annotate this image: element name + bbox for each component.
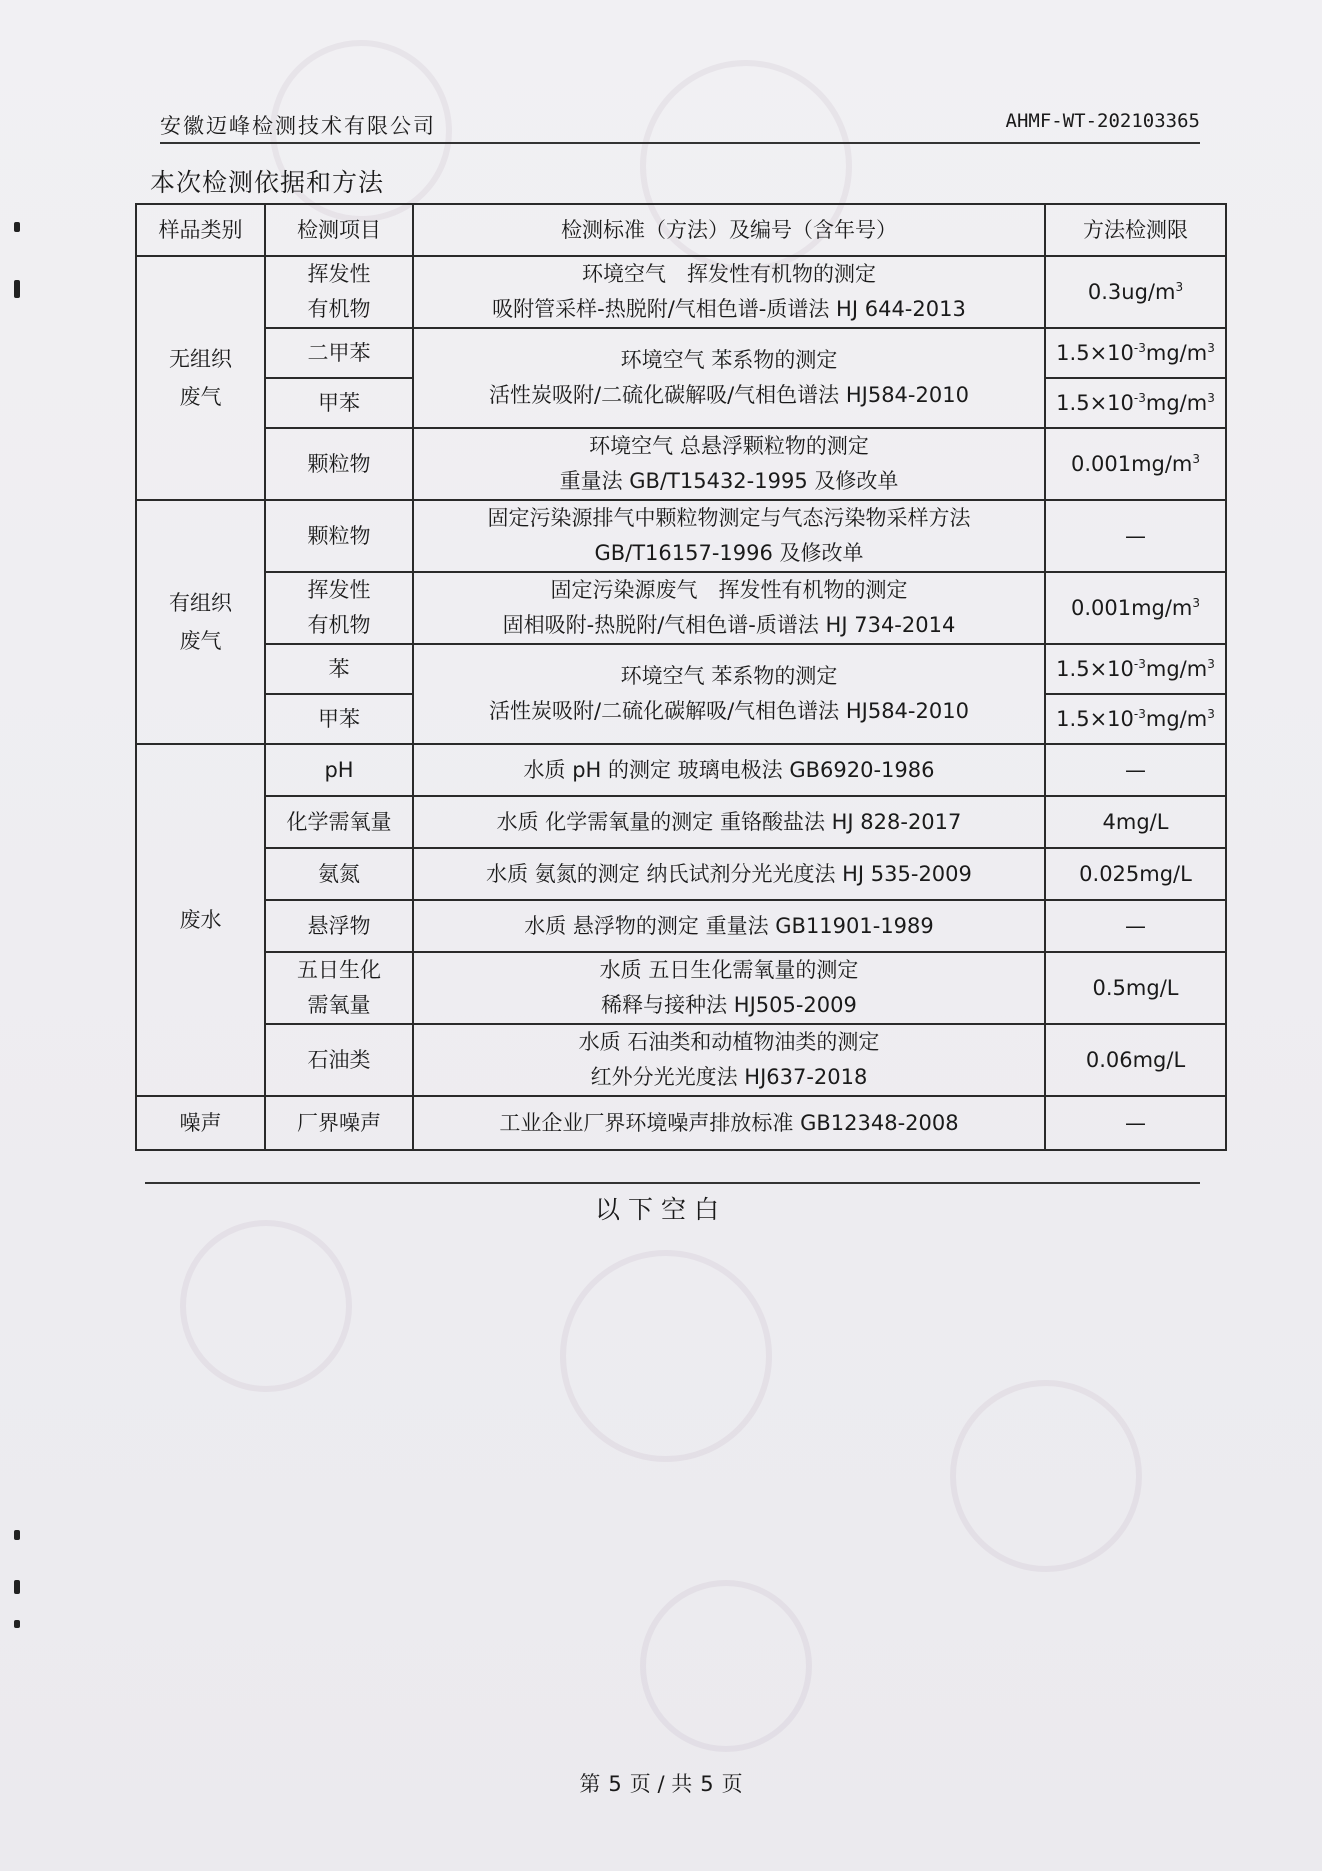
category-cell: 无组织 废气 (136, 256, 265, 500)
watermark-seal (950, 1380, 1142, 1572)
company-name: 安徽迈峰检测技术有限公司 (160, 114, 436, 138)
scan-edge-mark (14, 1620, 20, 1628)
item-cell: 五日生化 需氧量 (265, 952, 413, 1024)
item-cell: 挥发性 有机物 (265, 256, 413, 328)
limit-cell: — (1045, 900, 1226, 952)
table-row (136, 744, 1226, 796)
item-cell: 石油类 (265, 1024, 413, 1096)
scan-edge-mark (14, 280, 20, 298)
header-cell: 检测项目 (265, 204, 413, 256)
limit-cell: — (1045, 744, 1226, 796)
method-cell: 环境空气 苯系物的测定 活性炭吸附/二硫化碳解吸/气相色谱法 HJ584-2010 (413, 328, 1045, 428)
methods-table (135, 203, 1227, 1151)
item-cell: 颗粒物 (265, 500, 413, 572)
item-cell: 悬浮物 (265, 900, 413, 952)
item-cell: pH (265, 744, 413, 796)
limit-cell: 0.025mg/L (1045, 848, 1226, 900)
table-row (136, 1096, 1226, 1150)
method-cell: 环境空气 苯系物的测定 活性炭吸附/二硫化碳解吸/气相色谱法 HJ584-2010 (413, 644, 1045, 744)
item-cell: 甲苯 (265, 694, 413, 744)
item-cell: 厂界噪声 (265, 1096, 413, 1150)
limit-cell: $1.5\times 10^{-3}mg/m^3$ (1045, 378, 1226, 428)
limit-cell: 0.06mg/L (1045, 1024, 1226, 1096)
method-cell: 固定污染源排气中颗粒物测定与气态污染物采样方法 GB/T16157-1996 及修改单 (413, 500, 1045, 572)
page-number: 5 (608, 1772, 622, 1796)
page-mid: 页 / 共 (629, 1772, 693, 1796)
method-cell: 固定污染源废气 挥发性有机物的测定 固相吸附-热脱附/气相色谱-质谱法 HJ 734-2014 (413, 572, 1045, 644)
header-cell: 样品类别 (136, 204, 265, 256)
method-cell: 水质 悬浮物的测定 重量法 GB11901-1989 (413, 900, 1045, 952)
limit-cell: 0.5mg/L (1045, 952, 1226, 1024)
limit-cell: $0.3ug/m^3$ (1045, 256, 1226, 328)
category-cell: 废水 (136, 744, 265, 1096)
scan-edge-mark (14, 1580, 20, 1594)
limit-cell: 4mg/L (1045, 796, 1226, 848)
section-title: 本次检测依据和方法 (150, 168, 385, 197)
table-row (136, 952, 1226, 1024)
category-cell: 有组织 废气 (136, 500, 265, 744)
method-cell: 水质 pH 的测定 玻璃电极法 GB6920-1986 (413, 744, 1045, 796)
watermark-seal (180, 1220, 352, 1392)
limit-cell: $1.5\times 10^{-3}mg/m^3$ (1045, 694, 1226, 744)
page-header (160, 108, 1200, 144)
table-row (136, 900, 1226, 952)
page-suffix: 页 (721, 1772, 743, 1796)
table-row (136, 500, 1226, 572)
table-row (136, 644, 1226, 694)
table-row (136, 328, 1226, 378)
table-row (136, 256, 1226, 328)
table-row (136, 848, 1226, 900)
limit-cell: — (1045, 500, 1226, 572)
limit-cell: — (1045, 1096, 1226, 1150)
page-total: 5 (700, 1772, 714, 1796)
limit-cell: $1.5\times 10^{-3}mg/m^3$ (1045, 644, 1226, 694)
table-row (136, 1024, 1226, 1096)
limit-cell: $0.001mg/m^3$ (1045, 428, 1226, 500)
table-row (136, 572, 1226, 644)
table-header-row (136, 204, 1226, 256)
method-cell: 环境空气 总悬浮颗粒物的测定 重量法 GB/T15432-1995 及修改单 (413, 428, 1045, 500)
scan-edge-mark (14, 222, 20, 232)
item-cell: 颗粒物 (265, 428, 413, 500)
table-row (136, 428, 1226, 500)
scan-edge-mark (14, 1530, 20, 1540)
page-prefix: 第 (579, 1772, 601, 1796)
method-cell: 水质 石油类和动植物油类的测定 红外分光光度法 HJ637-2018 (413, 1024, 1045, 1096)
end-note: 以下空白 (594, 1195, 727, 1224)
category-cell: 噪声 (136, 1096, 265, 1150)
page-footer (0, 1768, 1322, 1798)
watermark-seal (560, 1250, 772, 1462)
method-cell: 水质 五日生化需氧量的测定 稀释与接种法 HJ505-2009 (413, 952, 1045, 1024)
item-cell: 氨氮 (265, 848, 413, 900)
watermark-seal (640, 1580, 812, 1752)
item-cell: 化学需氧量 (265, 796, 413, 848)
method-cell: 水质 氨氮的测定 纳氏试剂分光光度法 HJ 535-2009 (413, 848, 1045, 900)
end-divider (145, 1182, 1200, 1184)
method-cell: 环境空气 挥发性有机物的测定 吸附管采样-热脱附/气相色谱-质谱法 HJ 644-2013 (413, 256, 1045, 328)
method-cell: 工业企业厂界环境噪声排放标准 GB12348-2008 (413, 1096, 1045, 1150)
header-cell: 方法检测限 (1045, 204, 1226, 256)
item-cell: 挥发性 有机物 (265, 572, 413, 644)
item-cell: 甲苯 (265, 378, 413, 428)
table-row (136, 796, 1226, 848)
limit-cell: $0.001mg/m^3$ (1045, 572, 1226, 644)
limit-cell: $1.5\times 10^{-3}mg/m^3$ (1045, 328, 1226, 378)
item-cell: 苯 (265, 644, 413, 694)
header-cell: 检测标准（方法）及编号（含年号） (413, 204, 1045, 256)
item-cell: 二甲苯 (265, 328, 413, 378)
document-number: AHMF-WT-202103365 (1005, 110, 1200, 132)
method-cell: 水质 化学需氧量的测定 重铬酸盐法 HJ 828-2017 (413, 796, 1045, 848)
